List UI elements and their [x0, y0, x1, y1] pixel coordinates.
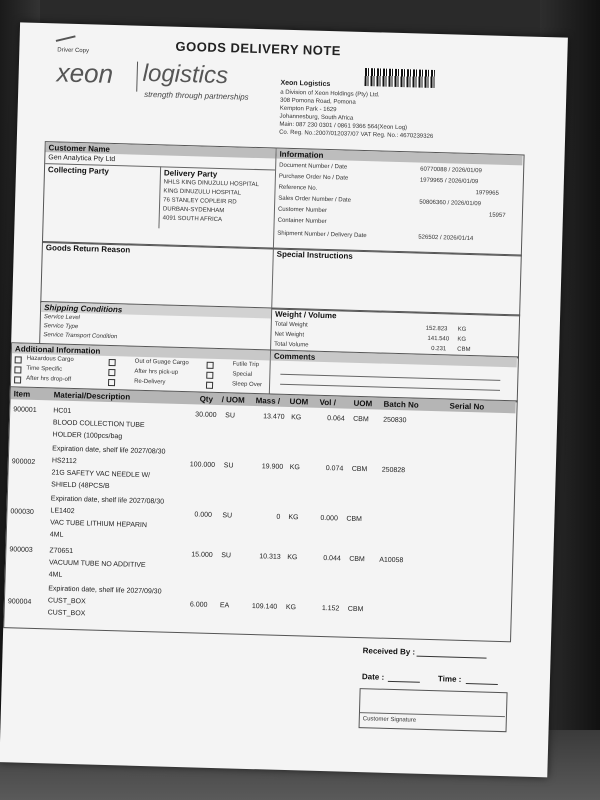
row-mass-uom: KG — [291, 414, 302, 422]
row-qty: 0.000 — [194, 511, 213, 519]
row-desc: VACUUM TUBE NO ADDITIVE — [48, 559, 146, 570]
row-mass: 19.900 — [261, 463, 284, 471]
col-vol-uom: UOM — [353, 398, 373, 409]
row-item: 900003 — [9, 546, 33, 554]
row-mass: 13.470 — [263, 413, 285, 421]
total-weight-uom: KG — [457, 326, 467, 333]
goods-return-header: Goods Return Reason — [45, 243, 131, 255]
row-material: HC01 — [53, 407, 72, 415]
checkbox-out-of-guage[interactable] — [109, 359, 116, 366]
info-label: Document Number / Date — [279, 162, 348, 171]
col-qty: Qty — [199, 394, 214, 404]
row-vol-uom: CBM — [349, 555, 365, 564]
row-desc: VAC TUBE LITHIUM HEPARIN — [50, 519, 148, 530]
delivery-line: DURBAN-SYDENHAM — [162, 206, 225, 215]
signature-box[interactable] — [359, 688, 508, 732]
col-serial: Serial No — [449, 401, 485, 412]
company-line4: Johannesburg, South Africa — [279, 113, 354, 122]
col-uom: / UOM — [221, 395, 245, 405]
checkbox-label: Sleep Over — [231, 381, 263, 389]
checkbox-label: Hazardous Cargo — [26, 355, 74, 363]
checkbox-label: After hrs pick-up — [134, 368, 179, 376]
col-item: Item — [13, 389, 31, 399]
info-label: Container Number — [277, 217, 327, 225]
row-batch: 250830 — [383, 416, 407, 425]
info-label: Shipment Number / Delivery Date — [277, 230, 367, 240]
row-mass-uom: KG — [285, 603, 297, 612]
delivery-line: 76 STANLEY COPLEIR RD — [163, 197, 237, 206]
shipping-conditions-header: Shipping Conditions — [44, 303, 123, 315]
row-vol: 0.064 — [327, 415, 345, 423]
row-desc: 21G SAFETY VAC NEEDLE W/ — [51, 469, 151, 480]
row-item: 900004 — [7, 598, 32, 606]
time-label: Time : — [437, 674, 462, 684]
row-uom: SU — [222, 512, 233, 520]
logo-divider — [136, 62, 138, 92]
checkbox-after-hrs-pickup[interactable] — [108, 369, 115, 376]
total-weight-label: Total Weight — [274, 321, 308, 329]
info-value: 50806360 / 2026/01/09 — [419, 199, 482, 208]
barcode — [364, 68, 434, 88]
row-vol: 0.000 — [320, 514, 338, 523]
row-desc: 4ML — [49, 531, 64, 539]
checkbox-time-specific[interactable] — [14, 366, 21, 373]
row-vol-uom: CBM — [346, 515, 363, 524]
received-by-line[interactable] — [417, 656, 487, 659]
received-by-label: Received By : — [362, 646, 416, 657]
company-name: Xeon Logistics — [280, 79, 331, 89]
total-volume-value: 0.231 — [431, 345, 447, 353]
customer-name-header: Customer Name — [48, 143, 111, 154]
row-batch: A10058 — [379, 556, 404, 565]
company-line3: Kempton Park - 1629 — [279, 105, 337, 114]
company-line6: Co. Reg. No.:2007/012037/07 VAT Reg. No.: 4670239326 — [279, 129, 434, 140]
net-weight-value: 141.540 — [427, 335, 450, 343]
info-value: 15957 — [488, 212, 506, 219]
total-weight-value: 152.823 — [425, 325, 448, 333]
row-uom: SU — [223, 462, 234, 470]
net-weight-uom: KG — [457, 336, 467, 343]
row-desc: 4ML — [48, 571, 63, 579]
row-vol: 0.074 — [325, 465, 344, 473]
service-type-label: Service Type — [43, 323, 79, 331]
pen-mark — [56, 35, 76, 42]
collecting-party-header: Collecting Party — [47, 165, 110, 176]
row-vol-uom: CBM — [353, 415, 369, 424]
row-vol-uom: CBM — [351, 465, 368, 474]
row-material: HS2112 — [51, 457, 77, 466]
info-label: Reference No. — [278, 184, 318, 192]
signature-label: Customer Signature — [362, 716, 417, 724]
row-desc: HOLDER (100pcs/bag — [52, 431, 123, 441]
additional-info-header: Additional Information — [14, 344, 101, 356]
row-mass-uom: KG — [289, 464, 300, 472]
delivery-line: NHLS KING DINUZULU HOSPITAL — [163, 179, 259, 189]
row-qty: 6.000 — [189, 601, 208, 609]
info-label: Sales Order Number / Date — [278, 195, 352, 204]
comments-header: Comments — [273, 351, 316, 362]
row-vol-uom: CBM — [347, 605, 364, 614]
service-transport-label: Service Transport Condition — [43, 332, 118, 341]
checkbox-label: Re-Delivery — [134, 378, 166, 386]
row-material: Z70651 — [49, 547, 74, 556]
delivery-line: 4091 SOUTH AFRICA — [162, 215, 223, 224]
row-expiry: Expiration date, shelf life 2027/08/30 — [52, 445, 166, 456]
row-material: CUST_BOX — [47, 597, 86, 606]
weight-volume-header: Weight / Volume — [274, 309, 337, 321]
col-mass-uom: UOM — [289, 397, 309, 407]
row-desc: BLOOD COLLECTION TUBE — [52, 419, 145, 429]
row-item: 900001 — [13, 406, 37, 414]
info-value: 60770088 / 2026/01/09 — [420, 166, 482, 175]
info-value: 526502 / 2026/01/14 — [418, 234, 474, 243]
information-header: Information — [279, 149, 324, 160]
checkbox-special[interactable] — [206, 372, 213, 379]
driver-copy-label: Driver Copy — [57, 47, 90, 55]
row-batch: 250828 — [381, 466, 406, 475]
info-value: 1979965 — [475, 190, 499, 197]
row-mass: 0 — [276, 513, 281, 521]
total-volume-uom: CBM — [457, 346, 471, 354]
row-expiry: Expiration date, shelf life 2027/08/30 — [50, 495, 165, 506]
row-qty: 30.000 — [195, 411, 217, 419]
info-value: 1979965 / 2026/01/09 — [419, 177, 479, 186]
info-label: Purchase Order No / Date — [278, 173, 349, 182]
delivery-party-header: Delivery Party — [163, 168, 218, 179]
row-qty: 15.000 — [191, 551, 213, 559]
date-label: Date : — [361, 672, 385, 682]
checkbox-label: Futile Trip — [232, 361, 260, 369]
logo-xeon: xeon — [56, 57, 114, 89]
company-line1: a Division of Xeon Holdings (Pty) Ltd. — [280, 89, 380, 99]
row-mass-uom: KG — [288, 514, 299, 522]
checkbox-futile-trip[interactable] — [207, 362, 214, 369]
checkbox-hazardous[interactable] — [15, 356, 22, 363]
company-line5: Main: 087 230 0301 / 0861 9366 564(Xeon Log) — [279, 121, 408, 132]
row-material: LE1402 — [50, 507, 75, 516]
delivery-line: KING DINUZULU HOSPITAL — [163, 188, 242, 197]
row-mass: 10.313 — [259, 553, 281, 561]
row-item: 000030 — [10, 508, 34, 516]
tagline: strength through partnerships — [144, 89, 249, 102]
row-uom: EA — [219, 602, 230, 610]
delivery-note-sheet — [0, 22, 568, 777]
customer-name: Gen Analytica Pty Ltd — [48, 154, 116, 164]
info-label: Customer Number — [277, 206, 328, 214]
company-line2: 308 Pomona Road, Pomona — [279, 97, 356, 106]
row-qty: 100.000 — [189, 461, 216, 469]
row-mass: 109.140 — [251, 603, 278, 611]
row-desc: SHIELD (48PCS/B — [51, 481, 110, 491]
row-vol: 0.044 — [323, 555, 341, 563]
checkbox-sleep-over[interactable] — [206, 382, 213, 389]
special-instructions-header: Special Instructions — [276, 249, 353, 261]
col-mass: Mass / — [255, 396, 281, 406]
row-item: 900002 — [11, 458, 36, 466]
time-line[interactable] — [466, 683, 498, 685]
checkbox-label: Special — [232, 371, 253, 378]
row-expiry: Expiration date, shelf life 2027/09/30 — [48, 585, 162, 596]
service-level-label: Service Level — [43, 314, 80, 322]
checkbox-label: Time Specific — [26, 365, 63, 373]
row-uom: SU — [221, 552, 232, 560]
row-desc: CUST_BOX — [47, 609, 86, 618]
document-title: GOODS DELIVERY NOTE — [175, 38, 342, 59]
col-material: Material/Description — [53, 390, 131, 402]
row-uom: SU — [225, 412, 236, 420]
col-vol: Vol / — [319, 397, 337, 408]
date-line[interactable] — [388, 681, 420, 683]
logo-logistics: logistics — [142, 59, 229, 90]
net-weight-label: Net Weight — [274, 331, 305, 339]
checkbox-label: After hrs drop-off — [26, 375, 72, 383]
checkbox-re-delivery[interactable] — [108, 379, 115, 386]
col-batch: Batch No — [383, 399, 419, 410]
checkbox-label: Out of Guage Cargo — [134, 358, 189, 367]
total-volume-label: Total Volume — [274, 341, 309, 349]
row-mass-uom: KG — [287, 554, 298, 562]
checkbox-after-hrs-dropoff[interactable] — [14, 376, 21, 383]
row-vol: 1.152 — [321, 605, 340, 613]
